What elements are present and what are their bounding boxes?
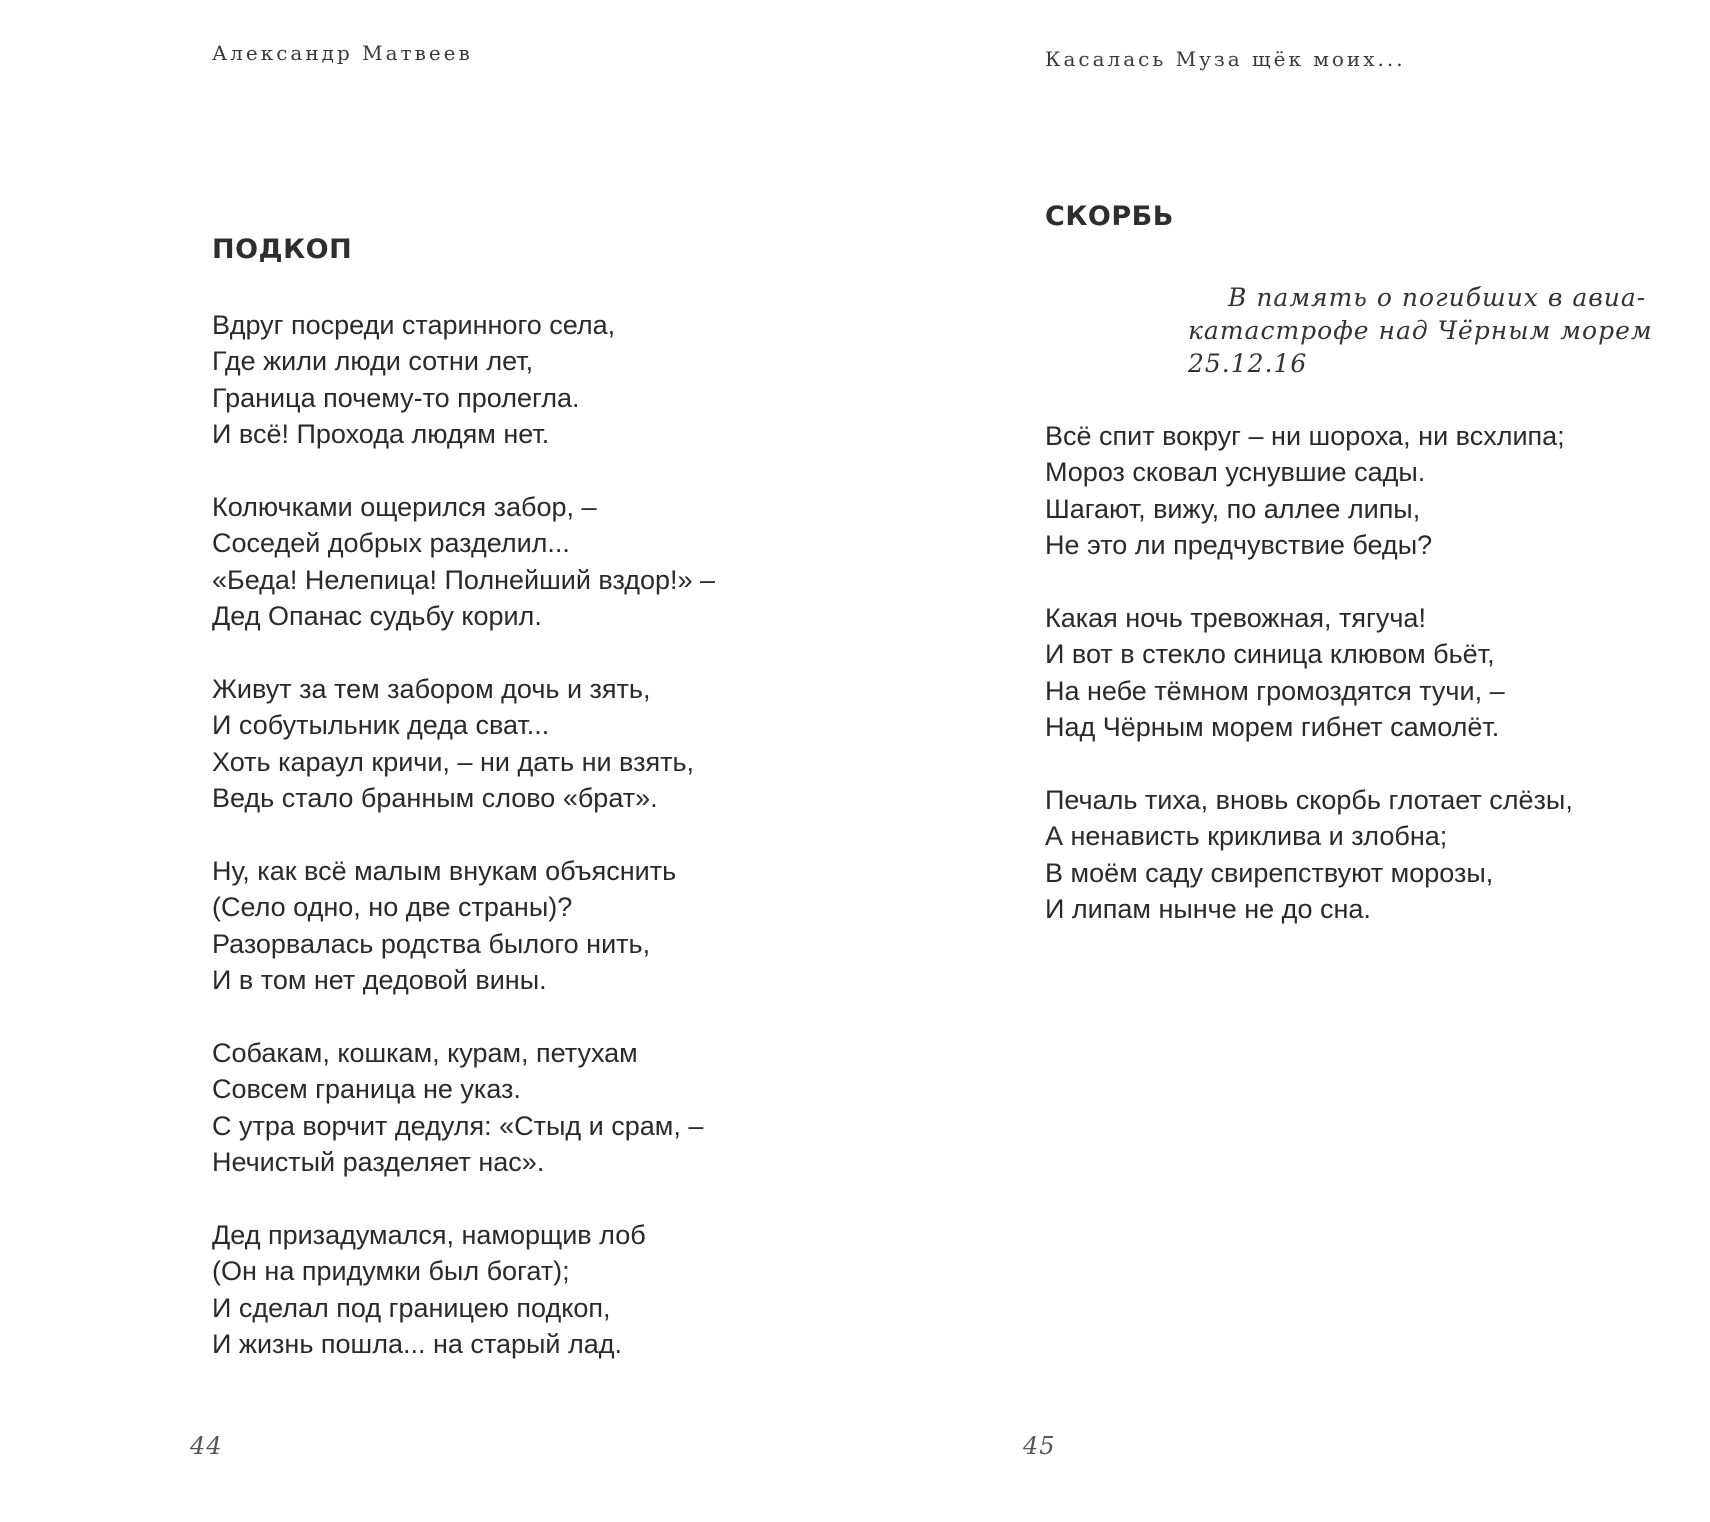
stanza <box>212 307 715 453</box>
poem-line: Над Чёрным морем гибнет самолёт. <box>1045 712 1500 743</box>
poem-line: Дед призадумался, наморщив лоб <box>212 1220 646 1251</box>
stanza <box>212 1217 715 1363</box>
poem-line: Ну, как всё малым внукам объяснить <box>212 856 677 887</box>
poem-body <box>1045 418 1573 928</box>
poem-line: На небе тёмном громоздятся тучи, – <box>1045 675 1505 706</box>
poem-title: ПОДКОП <box>212 234 353 265</box>
stanza <box>212 853 715 999</box>
stanza <box>212 671 715 817</box>
poem-line: И сделал под границею подкоп, <box>212 1292 611 1323</box>
poem-line: «Беда! Нелепица! Полнейший вздор!» – <box>212 564 716 595</box>
poem-line: И жизнь пошла... на старый лад. <box>212 1329 623 1360</box>
poem-line: И всё! Прохода людям нет. <box>212 419 550 450</box>
poem-line: Совсем граница не указ. <box>212 1074 521 1105</box>
poem-line: Шагают, вижу, по аллее липы, <box>1045 493 1421 524</box>
poem-line: Печаль тиха, вновь скорбь глотает слёзы, <box>1045 785 1573 816</box>
poem-line: Где жили люди сотни лет, <box>212 346 534 377</box>
epigraph <box>1188 281 1688 380</box>
poem-line: Граница почему-то пролегла. <box>212 382 580 413</box>
poem-line: Нечистый разделяет нас». <box>212 1147 545 1178</box>
poem-line: Мороз сковал уснувшие сады. <box>1045 457 1426 488</box>
poem-line: Собакам, кошкам, курам, петухам <box>212 1038 638 1069</box>
poem-body <box>212 307 715 1363</box>
poem-line: В моём саду свирепствуют морозы, <box>1045 857 1494 888</box>
epigraph-line: катастрофе над Чёрным морем <box>1188 316 1653 345</box>
poem-line: (Он на придумки был богат); <box>212 1256 570 1287</box>
page-number: 45 <box>1023 1432 1056 1460</box>
poem-line: И в том нет дедовой вины. <box>212 965 547 996</box>
poem-line: Соседей добрых разделил... <box>212 528 570 559</box>
poem-line: (Село одно, но две страны)? <box>212 892 573 923</box>
running-head-book-title: Касалась Муза щёк моих... <box>1045 47 1406 71</box>
running-head-author: Александр Матвеев <box>212 41 473 65</box>
epigraph-date: 25.12.16 <box>1188 349 1308 378</box>
poem-line: Всё спит вокруг – ни шороха, ни всхлипа; <box>1045 421 1565 451</box>
stanza <box>1045 418 1573 564</box>
poem-line: А ненависть криклива и злобна; <box>1045 821 1448 852</box>
poem-line: Ведь стало бранным слово «брат». <box>212 783 658 814</box>
right-page <box>855 0 1710 1522</box>
poem-line: И липам нынче не до сна. <box>1045 894 1371 925</box>
poem-line: С утра ворчит дедуля: «Стыд и срам, – <box>212 1110 704 1141</box>
poem-line: Хоть караул кричи, – ни дать ни взять, <box>212 746 695 777</box>
stanza <box>1045 600 1573 746</box>
stanza <box>212 1035 715 1181</box>
poem-line: Разорвалась родства былого нить, <box>212 928 651 959</box>
stanza <box>1045 782 1573 928</box>
poem-line: И вот в стекло синица клювом бьёт, <box>1045 639 1495 670</box>
poem-line: Вдруг посреди старинного села, <box>212 310 616 340</box>
epigraph-line: В память о погибших в авиа- <box>1228 283 1647 312</box>
poem-title: СКОРБЬ <box>1045 201 1174 232</box>
poem-line: Не это ли предчувствие беды? <box>1045 530 1433 561</box>
poem-line: Дед Опанас судьбу корил. <box>212 601 542 632</box>
page-number: 44 <box>190 1432 223 1460</box>
poem-line: Какая ночь тревожная, тягуча! <box>1045 603 1426 634</box>
stanza <box>212 489 715 635</box>
poem-line: И собутыльник деда сват... <box>212 710 550 741</box>
poem-line: Колючками ощерился забор, – <box>212 492 597 523</box>
poem-line: Живут за тем забором дочь и зять, <box>212 674 651 705</box>
